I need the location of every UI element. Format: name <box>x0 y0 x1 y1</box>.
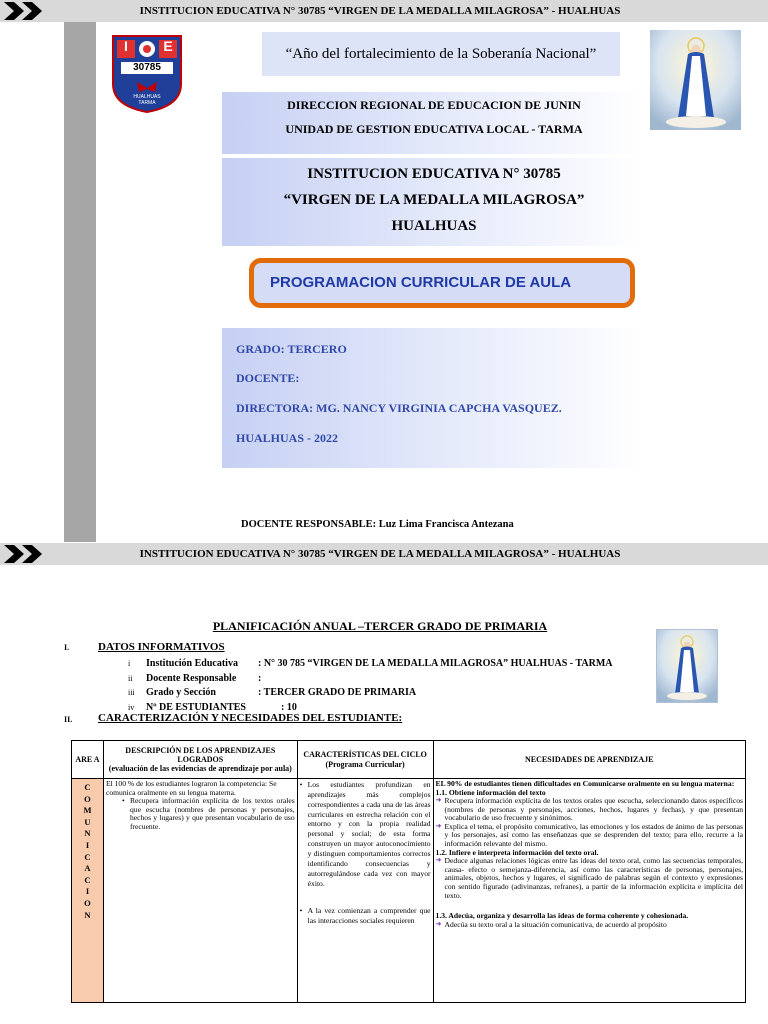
school-logo <box>111 34 183 114</box>
header-necesidades: NECESIDADES DE APRENDIZAJE <box>433 741 745 779</box>
institucion-line-3: HUALHUAS <box>391 218 477 234</box>
header-caracteristicas: CARACTERÍSTICAS DEL CICLO (Programa Curricular) <box>297 741 433 779</box>
section1-num: I. <box>64 643 70 652</box>
directora-label: DIRECTORA: <box>236 401 314 415</box>
programacion-banner <box>249 258 635 308</box>
info-row: ii Docente Responsable : <box>128 672 262 684</box>
page2-header-title: INSTITUCION EDUCATIVA N° 30785 “VIRGEN DE LA MEDALLA MILAGROSA” - HUALHUAS <box>139 548 621 560</box>
direccion-box <box>222 92 646 154</box>
info-row: iv Nº DE ESTUDIANTES : 10 <box>128 701 297 713</box>
arrow-bullet-icon: ➜ <box>435 856 442 865</box>
header-area: ARE A <box>72 741 104 779</box>
page-header-title: INSTITUCION EDUCATIVA N° 30785 “VIRGEN DE LA MEDALLA MILAGROSA” - HUALHUAS <box>139 5 621 17</box>
info-row: iii Grado y Sección : TERCER GRADO DE PRIMARIA <box>128 687 417 698</box>
virgin-mary-image-small <box>656 629 718 703</box>
bullet-icon: • <box>121 796 125 806</box>
institucion-line-1: INSTITUCION EDUCATIVA N° 30785 <box>307 166 561 182</box>
institucion-line-2: “VIRGEN DE LA MEDALLA MILAGROSA” <box>283 192 585 208</box>
section2-title: CARACTERIZACIÓN Y NECESIDADES DEL ESTUDIANTE: <box>98 712 403 724</box>
logo-letter-i: I <box>124 38 128 54</box>
bullet-icon: • <box>299 780 303 789</box>
necesidades-cell: EL 90% de estudiantes tienen dificultades en Comunicarse oralmente en su lengua materna: 1.1. Obtiene información del texto ➜ Recupera información explícita de los textos orales que escucha, seleccionando datos específicos (nombres de personas y personajes, acciones, hechos, lugares y fechas), y que presentan vocabulario de uso frecuente y sinónimos. ➜ Explica el tema, el propósito comunicativo, las emociones y los estados de ánimo de las personas y los personajes, así como las enseñanzas que se desprenden del texto; para ello, recurre a la información relevante del mismo. 1.2. Infiere e interpreta información del texto oral. ➜ Deduce algunas relaciones lógicas entre las ideas del texto oral, como las secuencias temporales, causa- efecto o semejanza-diferencia, así como las características de personas, personajes, animales, objetos, hechos y lugares, el significado de palabras según el contexto y expresiones con sentido figurado (adivinanzas, refranes), a partir de la información explícita e implícita del texto. 1.3. Adecúa, organiza y desarrolla las ideas de forma coherente y cohesionada. ➜ Adecúa su texto oral a la situación comunicativa, de acuerdo al propósito <box>433 779 745 1003</box>
grado-line: GRADO: TERCERO <box>236 342 347 356</box>
directora-line: DIRECTORA: MG. NANCY VIRGINIA CAPCHA VASQUEZ. <box>236 401 562 415</box>
docente-responsable: DOCENTE RESPONSABLE: Luz Lima Francisca Antezana <box>241 519 514 530</box>
info-list <box>128 657 613 715</box>
logo-letter-e: E <box>163 38 173 54</box>
programacion-title: PROGRAMACION CURRICULAR DE AULA <box>270 274 572 291</box>
direccion-regional: DIRECCION REGIONAL DE EDUCACION DE JUNIN <box>287 98 581 112</box>
lugar-line: HUALHUAS - 2022 <box>236 431 339 445</box>
institucion-box <box>222 158 646 246</box>
year-motto: “Año del fortalecimiento de la Soberanía Nacional” <box>262 32 620 76</box>
caracteristicas-cell: • Los estudiantes profundizan en aprendizajes más complejos correspondientes a cada una de las áreas curriculares en estrecha relación con el entorno y con la propia realidad personal y social; de esta forma construyen un mayor autoconocimiento y distinguen comportamientos correctos identificando consecuencias y autorregulándose cada vez con mayor éxito. • A la vez comienzan a comprender que las interacciones sociales requieren <box>297 779 433 1003</box>
logo-number: 30785 <box>133 62 161 73</box>
info-row: i Institución Educativa : N° 30 785 “VIRGEN DE LA MEDALLA MILAGROSA” HUALHUAS - TARMA <box>128 658 613 669</box>
arrow-bullet-icon: ➜ <box>435 796 442 805</box>
header-descripcion: DESCRIPCIÓN DE LOS APRENDIZAJES LOGRADOS (evaluación de las evidencias de aprendizaje por aula) <box>103 741 297 779</box>
table-row <box>72 779 746 1003</box>
bullet-icon: • <box>299 906 303 916</box>
docente-line: DOCENTE: <box>236 371 300 385</box>
area-cell: C O M U N I C A C I O N <box>72 779 104 1003</box>
logo-town: HUALHUAS <box>133 94 161 100</box>
plan-title: PLANIFICACIÓN ANUAL –TERCER GRADO DE PRIMARIA <box>212 619 548 633</box>
arrow-bullet-icon: ➜ <box>435 821 442 830</box>
virgin-mary-image <box>650 30 741 130</box>
chevron-right-icon <box>2 543 48 565</box>
arrow-bullet-icon: ➜ <box>435 919 442 928</box>
table-header-row <box>72 741 746 779</box>
page-sidebar-strip <box>64 0 96 542</box>
section1-title: DATOS INFORMATIVOS <box>98 641 225 653</box>
directora-name: MG. NANCY VIRGINIA CAPCHA VASQUEZ <box>316 401 559 415</box>
datos-box <box>222 328 646 468</box>
descripcion-cell: El 100 % de los estudiantes lograron la competencia: Se comunica oralmente en su lengua materna. • Recupera información explícita de los textos orales que escucha (nombres de personas y personajes, hechos y lugares) y que presentan vocabulario de uso frecuente. <box>103 779 297 1003</box>
caracterizacion-table <box>71 740 746 1003</box>
section2-num: II. <box>64 715 73 724</box>
ugel-line: UNIDAD DE GESTION EDUCATIVA LOCAL - TARMA <box>285 122 583 136</box>
chevron-right-icon <box>2 0 48 22</box>
logo-province: TARMA <box>138 100 156 106</box>
